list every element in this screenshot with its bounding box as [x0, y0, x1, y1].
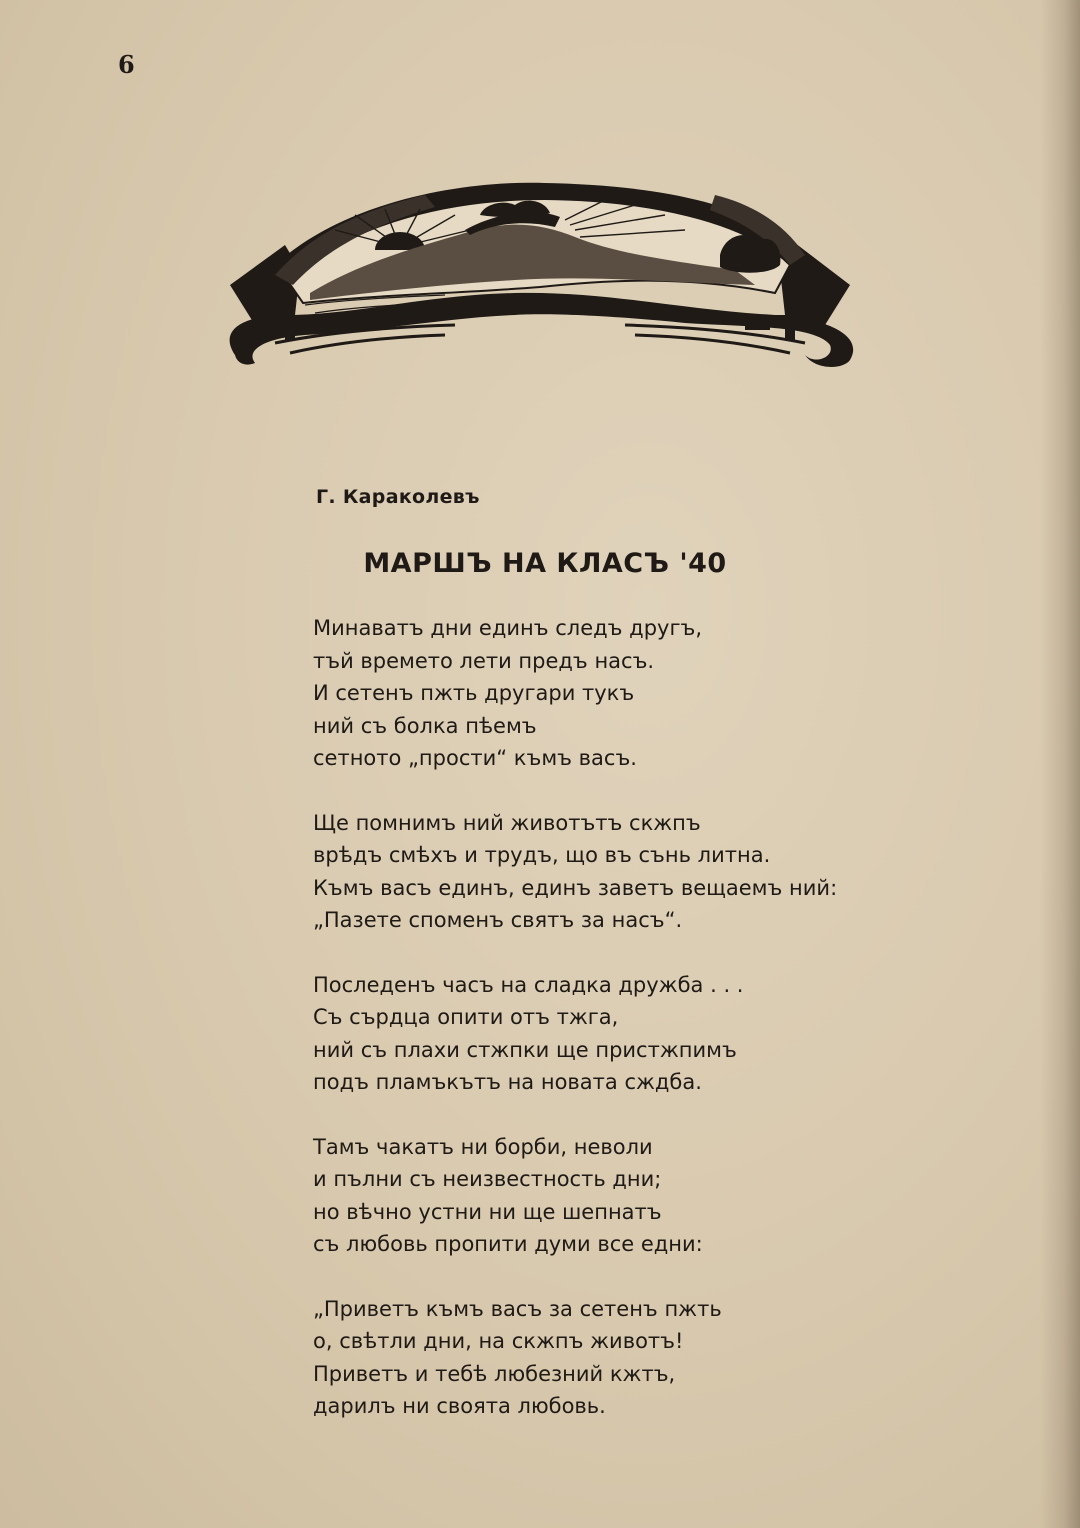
poem-line: о, свѣтли дни, на скжпъ животъ! — [313, 1329, 684, 1353]
poem-body — [313, 612, 837, 1455]
poem-line: тъй времето лети предъ насъ. — [313, 648, 655, 673]
poem-line: „Пазете споменъ святъ за насъ“. — [313, 908, 683, 932]
stanza — [313, 969, 837, 1099]
poem-line: Последенъ часъ на сладка дружба . . . — [313, 972, 744, 997]
page-spine-shadow — [1040, 0, 1080, 1528]
poem-line: „Приветъ къмъ васъ за сетенъ пжть — [313, 1296, 722, 1321]
poem-title: МАРШЪ НА КЛАСЪ '40 — [363, 548, 727, 579]
poem-line: И сетенъ пжть другари тукъ — [313, 681, 635, 705]
stanza — [313, 612, 837, 775]
stanza — [313, 1131, 837, 1261]
poem-line: и пълни съ неизвестность дни; — [313, 1167, 662, 1191]
author-name: Г. Караколевъ — [316, 486, 480, 508]
poem-line: Минаватъ дни единъ следъ другъ, — [313, 616, 703, 640]
landscape-vignette-icon — [215, 175, 865, 375]
poem-line: Приветъ и тебѣ любезний кжтъ, — [313, 1361, 676, 1386]
poem-line: но вѣчно устни ни ще шепнатъ — [313, 1199, 662, 1224]
poem-line: сетното „прости“ къмъ васъ. — [313, 746, 637, 770]
page-number: 6 — [118, 50, 135, 79]
poem-line: Ще помнимъ ний животътъ скжпъ — [313, 810, 701, 835]
poem-line: подъ пламъкътъ на новата сждба. — [313, 1070, 702, 1094]
poem-line: Съ сърдца опити отъ тжга, — [313, 1005, 619, 1029]
poem-line: Къмъ васъ единъ, единъ заветъ вещаемъ ний: — [313, 875, 838, 900]
poem-line: Тамъ чакатъ ни борби, неволи — [313, 1134, 653, 1159]
stanza — [313, 807, 837, 937]
poem-line: врѣдъ смѣхъ и трудъ, що въ сънь литна. — [313, 843, 771, 867]
poem-line: съ любовь пропити думи все едни: — [313, 1232, 703, 1256]
poem-line: дарилъ ни своята любовь. — [313, 1394, 606, 1418]
poem-line: ний съ плахи стжпки ще пристжпимъ — [313, 1037, 737, 1062]
poem-line: ний съ болка пѣемъ — [313, 713, 537, 738]
stanza — [313, 1293, 837, 1423]
